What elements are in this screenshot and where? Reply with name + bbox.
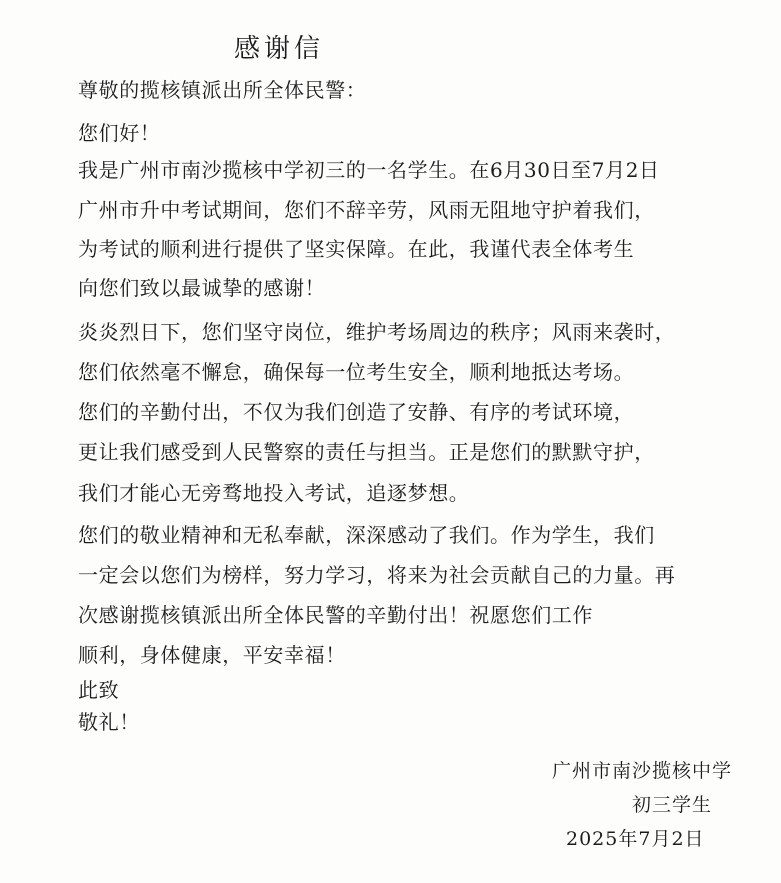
body-line: 次感谢揽核镇派出所全体民警的辛勤付出！祝愿您们工作 <box>78 603 593 627</box>
body-line: 您们依然毫不懈怠，确保每一位考生安全，顺利地抵达考场。 <box>78 360 635 384</box>
greeting: 您们好！ <box>78 121 161 145</box>
letter-title: 感谢信 <box>234 34 325 64</box>
body-line: 我是广州市南沙揽核中学初三的一名学生。在6月30日至7月2日 <box>78 158 660 182</box>
signature-school: 广州市南沙揽核中学 <box>552 760 733 782</box>
body-line: 您们的敬业精神和无私奉献，深深感动了我们。作为学生，我们 <box>78 523 655 547</box>
closing-line-1: 此致 <box>78 678 120 702</box>
body-line: 我们才能心无旁骛地投入考试，追逐梦想。 <box>78 481 470 505</box>
signature-grade: 初三学生 <box>632 794 713 816</box>
body-line: 一定会以您们为榜样，努力学习，将来为社会贡献自己的力量。再 <box>78 563 676 587</box>
body-line: 为考试的顺利进行提供了坚实保障。在此，我谨代表全体考生 <box>78 237 635 261</box>
body-line: 您们的辛勤付出，不仅为我们创造了安静、有序的考试环境， <box>78 400 635 424</box>
salutation: 尊敬的揽核镇派出所全体民警： <box>78 78 367 102</box>
closing-line-2: 敬礼！ <box>78 710 140 734</box>
body-line: 炎炎烈日下，您们坚守岗位，维护考场周边的秩序；风雨来袭时， <box>78 320 676 344</box>
signature-date: 2025年7月2日 <box>566 828 705 850</box>
body-line: 广州市升中考试期间，您们不辞辛劳，风雨无阻地守护着我们， <box>78 198 655 222</box>
body-line: 向您们致以最诚挚的感谢！ <box>78 276 326 300</box>
body-line: 顺利，身体健康，平安幸福！ <box>78 643 346 667</box>
body-line: 更让我们感受到人民警察的责任与担当。正是您们的默默守护， <box>78 440 655 464</box>
